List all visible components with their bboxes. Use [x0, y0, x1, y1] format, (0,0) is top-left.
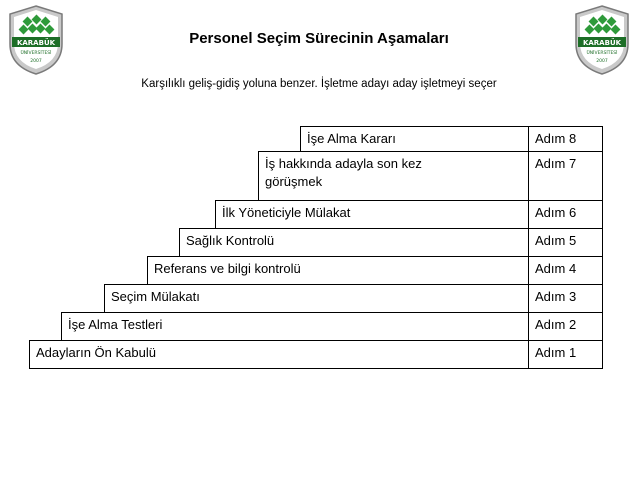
step-number-cell: Adım 1 — [528, 340, 603, 369]
logo-top-text: KARABÜK — [582, 39, 622, 47]
step-label-cell: Seçim Mülakatı — [104, 284, 529, 313]
step-number-cell: Adım 3 — [528, 284, 603, 313]
step-number-cell: Adım 2 — [528, 312, 603, 341]
step-number-cell: Adım 8 — [528, 126, 603, 152]
step-label-text: İş hakkında adayla son kez görüşmek — [265, 156, 422, 189]
step-label-cell: İşe Alma Testleri — [61, 312, 529, 341]
logo-year: 2007 — [596, 59, 608, 64]
step-label-cell: Referans ve bilgi kontrolü — [147, 256, 529, 285]
logo-bottom-text: ÜNİVERSİTESİ — [586, 51, 618, 56]
step-label-cell: Adayların Ön Kabulü — [29, 340, 529, 369]
logo-bottom-text: ÜNİVERSİTESİ — [20, 51, 52, 56]
logo-year: 2007 — [30, 59, 42, 64]
page-subtitle: Karşılıklı geliş-gidiş yoluna benzer. İşletme adayı aday işletmeyi seçer — [141, 78, 497, 90]
step-label-cell: İlk Yöneticiyle Mülakat — [215, 200, 529, 229]
step-label-cell — [258, 151, 529, 201]
step-number-cell: Adım 5 — [528, 228, 603, 257]
step-number-cell: Adım 4 — [528, 256, 603, 285]
step-label-cell: Sağlık Kontrolü — [179, 228, 529, 257]
logo-top-text: KARABÜK — [16, 39, 56, 47]
step-number-cell: Adım 6 — [528, 200, 603, 229]
page-title: Personel Seçim Sürecinin Aşamaları — [189, 30, 449, 47]
step-number-cell: Adım 7 — [528, 151, 603, 201]
step-label-cell: İşe Alma Kararı — [300, 126, 529, 152]
